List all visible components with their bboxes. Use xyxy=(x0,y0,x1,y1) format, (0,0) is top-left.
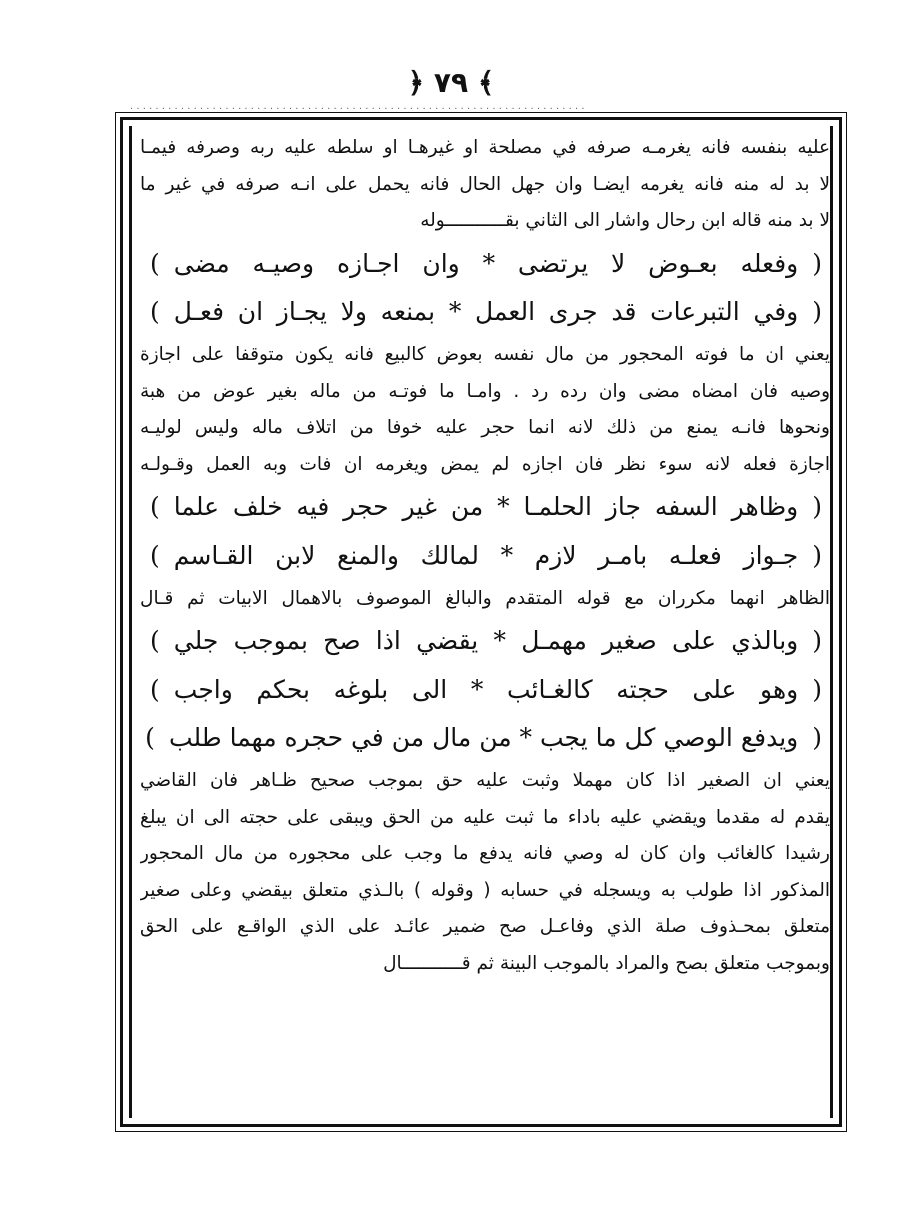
prose-line: ونحوها فانـه يمنع من ذلك لانه انما حجر عليه خوفا من اتلاف ماله وليس لوليـه xyxy=(140,417,830,439)
page-number: ﴿ ٧٩ ﴾ xyxy=(407,66,495,99)
prose-line: رشيدا كالغائب وان كان له وصي فانه يدفع ما وجب على محجوره من مال المحجور xyxy=(140,843,830,865)
verse-open-paren: ( xyxy=(812,297,822,327)
prose-line: يقدم له مقدما ويقضي عليه باداء ما ثبت عليه من الحق ويبقى على حجته الى ان يبلغ xyxy=(140,806,830,828)
verse-open-paren: ( xyxy=(812,626,822,656)
prose-line: متعلق بمحـذوف صلة الذي وفاعـل صح ضمير عائـد على الذي الواقـع على الحق xyxy=(140,916,830,938)
prose-line: لا بد منه قاله ابن رحال واشار الى الثاني بقـــــــــــوله xyxy=(420,210,830,232)
border-right-rule xyxy=(830,126,833,1118)
prose-line: اجازة فعله لانه سوء نظر فان اجازه لم يمض ويغرمه ان فات وبه العمل وقـولـه xyxy=(140,453,830,475)
page-header-rule: · · · · · · · · · · · · · · · · · · · · · · · · · · · · · · · · · · · · · · · · · · · · · · · · · · · · · · · · · · · · · · · · · · · · · · · · xyxy=(130,104,585,115)
verse-open-paren: ( xyxy=(812,540,822,570)
prose-line: وصيه فان امضاه مضى وان رده رد . وامـا ما فوتـه من ماله بغير عوض من هبة xyxy=(140,380,830,402)
prose-line: يعني ان ما فوته المحجور من مال نفسه بعوض كالبيع فانه يكون متوقفا على اجازة xyxy=(140,343,830,365)
verse-line xyxy=(140,532,830,581)
verse-open-paren: ( xyxy=(812,674,822,704)
verse-close-paren: ) xyxy=(150,297,160,327)
verse-close-paren: ) xyxy=(145,723,155,753)
prose-line: لا بد له منه فانه يغرمه ايضـا وان جهل الحال فانه يحمل على انـه صرفه في غير ما xyxy=(140,173,830,195)
verse-line xyxy=(140,617,830,666)
verse-text: وظاهر السفه جاز الحلمـا * من غير حجر فيه خلف علما xyxy=(173,492,799,522)
verse-open-paren: ( xyxy=(812,723,822,753)
prose-line: عليه بنفسه فانه يغرمـه صرفه في مصلحة او غيرهـا او سلطه عليه ربه وصرفه فيمـا xyxy=(140,137,830,158)
verse-text: جـواز فعلـه بامـر لازم * لمالك والمنع لابن القـاسم xyxy=(173,540,799,570)
verse-line xyxy=(140,714,830,763)
verse-close-paren: ) xyxy=(150,248,160,278)
verse-line xyxy=(140,666,830,715)
verse-close-paren: ) xyxy=(150,540,160,570)
verse-open-paren: ( xyxy=(812,248,822,278)
verse-close-paren: ) xyxy=(150,492,160,522)
verse-text: ويدفع الوصي كل ما يجب * من مال من في حجره مهما طلب xyxy=(168,723,799,753)
verse-open-paren: ( xyxy=(812,492,822,522)
verse-text: وبالذي على صغير مهمـل * يقضي اذا صح بموجب جلي xyxy=(173,626,799,656)
page-body xyxy=(140,130,830,982)
verse-line xyxy=(140,288,830,337)
verse-text: وهو على حجته كالغـائب * الى بلوغه بحكم واجب xyxy=(173,674,799,704)
verse-text: وفعله بعـوض لا يرتضى * وان اجـازه وصيـه مضى xyxy=(173,248,799,278)
verse-line xyxy=(140,240,830,289)
prose-line: المذكور اذا طولب به ويسجله في حسابه ( وقوله ) بالـذي متعلق بيقضي وعلى صغير xyxy=(140,879,830,901)
prose-line: الظاهر انهما مكرران مع قوله المتقدم والبالغ الموصوف بالاهمال الابيات ثم قـال xyxy=(140,587,830,609)
verse-close-paren: ) xyxy=(150,626,160,656)
prose-line: وبموجب متعلق بصح والمراد بالموجب البينة ثم قـــــــــــال xyxy=(383,952,830,974)
prose-line: يعني ان الصغير اذا كان مهملا وثبت عليه حق بموجب صحيح ظـاهر فان القاضي xyxy=(140,769,830,791)
border-left-rule xyxy=(129,126,132,1118)
verse-line xyxy=(140,483,830,532)
verse-close-paren: ) xyxy=(150,674,160,704)
verse-text: وفي التبرعات قد جرى العمل * بمنعه ولا يجـاز ان فعـل xyxy=(173,297,799,327)
